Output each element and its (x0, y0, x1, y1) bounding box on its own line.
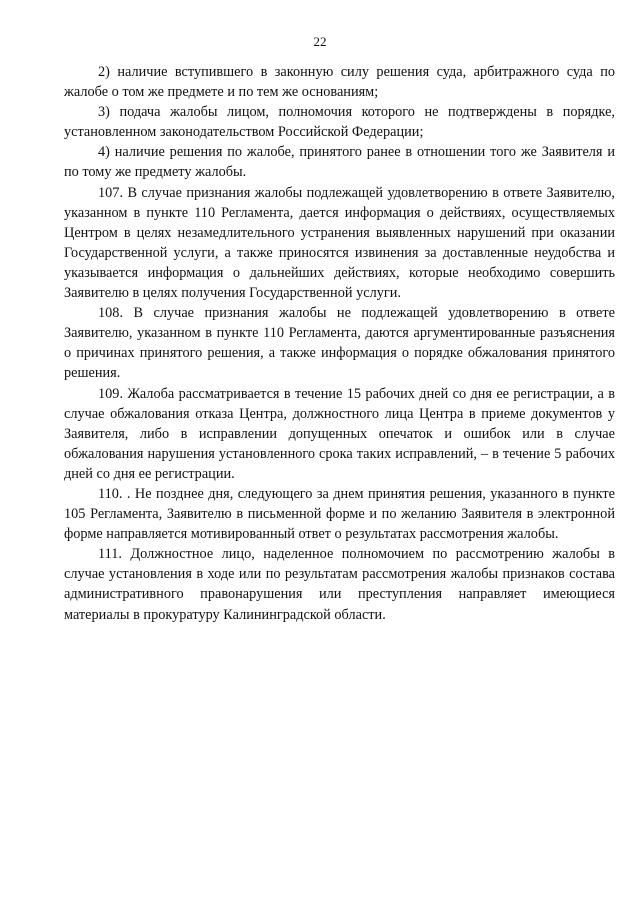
paragraph-108: 108. В случае признания жалобы не подлежащей удовлетворению в ответе Заявителю, указанном в пункте 110 Регламента, даются аргументированные разъяснения о причинах принятого решения, а также информация о порядке обжалования принятого решения. (64, 305, 615, 382)
paragraph-111: 111. Должностное лицо, наделенное полномочием по рассмотрению жалобы в случае установления в ходе или по результатам рассмотрения жалобы признаков состава административного правонарушения или преступления направляет имеющиеся материалы в прокуратуру Калининградской области. (64, 546, 615, 623)
paragraph-item-2: 2) наличие вступившего в законную силу решения суда, арбитражного суда по жалобе о том же предмете и по тем же основаниям; (64, 64, 615, 101)
page-number: 22 (313, 34, 327, 49)
paragraph-item-4: 4) наличие решения по жалобе, принятого ранее в отношении того же Заявителя и по тому же предмету жалобы. (64, 144, 615, 181)
paragraph-109: 109. Жалоба рассматривается в течение 15 рабочих дней со дня ее регистрации, а в случае обжалования отказа Центра, должностного лица Центра в приеме документов у Заявителя, либо в исправлении допущенных опечаток и ошибок или в случае обжалования нарушения установленного срока таких исправлений, – в течение 5 рабочих дней со дня ее регистрации. (64, 385, 615, 482)
paragraph-107: 107. В случае признания жалобы подлежащей удовлетворению в ответе Заявителю, указанном в пункте 110 Регламента, дается информация о действиях, осуществляемых Центром в целях незамедлительного устранения выявленных нарушений при оказании Государственной услуги, а также приносятся извинения за доставленные неудобства и указывается информация о дальнейших действиях, которые необходимо совершить Заявителю в целях получения Государственной услуги. (64, 184, 615, 302)
paragraph-110: 110. . Не позднее дня, следующего за днем принятия решения, указанного в пункте 105 Регламента, Заявителю в письменной форме и по желанию Заявителя в электронной форме направляется мотивированный ответ о результатах рассмотрения жалобы. (64, 485, 615, 543)
document-body (64, 62, 615, 625)
paragraph-item-3: 3) подача жалобы лицом, полномочия которого не подтверждены в порядке, установленном законодательством Российской Федерации; (64, 104, 615, 141)
